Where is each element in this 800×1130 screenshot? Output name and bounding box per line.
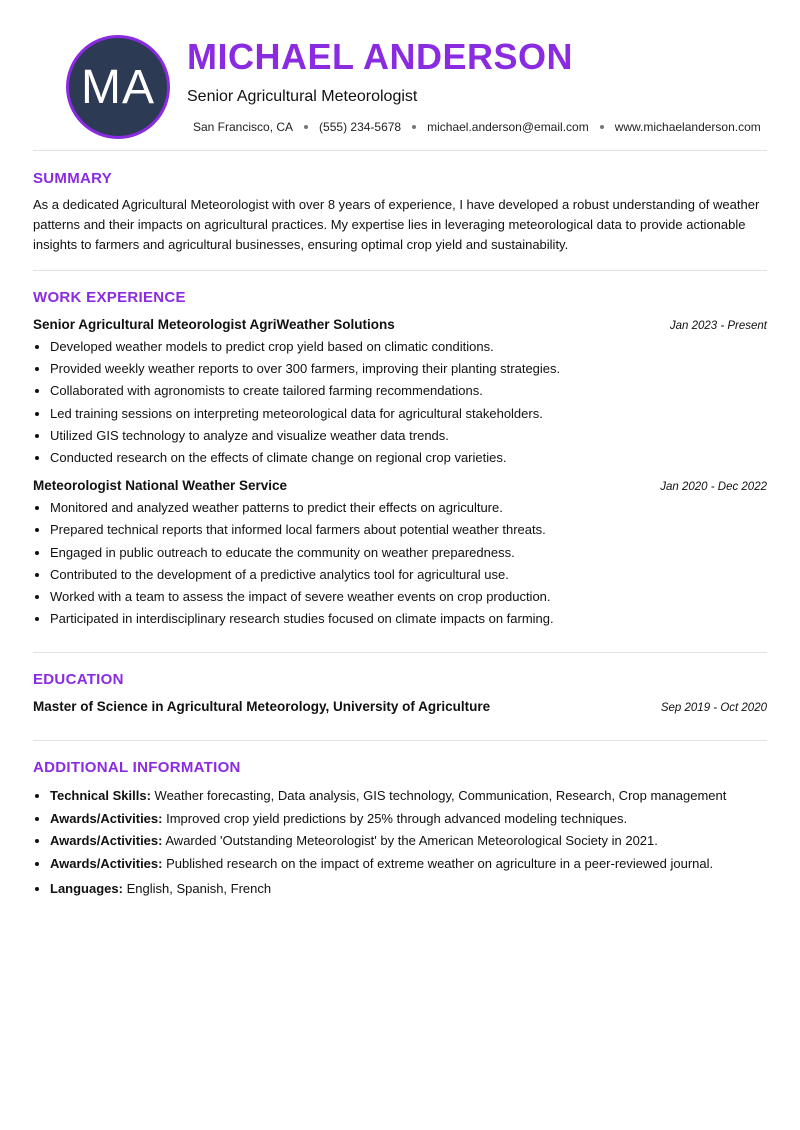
- candidate-name: MICHAEL ANDERSON: [187, 36, 574, 77]
- job-dates: Jan 2023 - Present: [669, 320, 767, 332]
- job-role: Senior Agricultural Meteorologist AgriWeather Solutions: [33, 317, 395, 332]
- info-value: Published research on the impact of extreme weather on agriculture in a peer-reviewed journal.: [166, 855, 714, 871]
- section-title-additional: ADDITIONAL INFORMATION: [33, 759, 241, 777]
- info-label: Technical Skills:: [50, 788, 151, 804]
- education-entry: [33, 699, 767, 714]
- list-item: • Prepared technical reports that informed local farmers about potential weather threats.: [50, 519, 767, 541]
- list-item: [50, 808, 767, 831]
- job-role: Meteorologist National Weather Service: [33, 478, 288, 494]
- section-title-experience: WORK EXPERIENCE: [33, 289, 186, 306]
- list-item: • Provided weekly weather reports to over 300 farmers, improving their planting strategies.: [50, 358, 767, 380]
- separator-dot: [600, 125, 604, 129]
- list-item: • Developed weather models to predict crop yield based on climatic conditions.: [50, 336, 767, 358]
- list-item: [50, 878, 767, 901]
- info-value: Improved crop yield predictions by 25% through advanced modeling techniques.: [166, 810, 628, 826]
- list-item: • Collaborated with agronomists to create tailored farming recommendations.: [50, 380, 767, 402]
- list-item: • Monitored and analyzed weather patterns to predict their effects on agriculture.: [50, 497, 767, 519]
- separator-dot: [304, 125, 308, 129]
- additional-list: [33, 785, 767, 901]
- additional-section: [33, 741, 767, 901]
- contact-website[interactable]: www.michaelanderson.com: [614, 120, 761, 134]
- job-entry: [33, 317, 767, 469]
- summary-text: As a dedicated Agricultural Meteorologist with over 8 years of experience, I have developed a robust understanding of weather patterns and their impacts on agricultural practices. My expertise lies in leveraging meteorological data to provide actionable insights to farmers and agricultural businesses, ensuring optimal crop yield and sustainability.: [33, 197, 760, 252]
- info-value: English, Spanish, French: [126, 881, 272, 897]
- info-value: Awarded 'Outstanding Meteorologist' by the American Meteorological Society in 2021.: [165, 833, 658, 849]
- info-label: Awards/Activities:: [50, 810, 163, 826]
- list-item: [50, 853, 767, 876]
- list-item: • Conducted research on the effects of climate change on regional crop varieties.: [50, 447, 767, 469]
- avatar-initials: MA: [81, 60, 155, 114]
- list-item: • Contributed to the development of a predictive analytics tool for agricultural use.: [50, 564, 767, 586]
- info-value: Weather forecasting, Data analysis, GIS technology, Communication, Research, Crop management: [154, 788, 727, 804]
- avatar: [66, 35, 170, 139]
- resume-header: [33, 0, 767, 150]
- section-title-summary: SUMMARY: [33, 170, 113, 187]
- job-entry: [33, 478, 767, 630]
- education-degree: Master of Science in Agricultural Meteorology, University of Agriculture: [33, 699, 491, 715]
- info-label: Languages:: [50, 881, 123, 897]
- info-label: Awards/Activities:: [50, 855, 163, 871]
- education-dates: Sep 2019 - Oct 2020: [660, 702, 767, 715]
- list-item: [50, 785, 767, 808]
- candidate-title: Senior Agricultural Meteorologist: [187, 88, 418, 105]
- list-item: • Participated in interdisciplinary research studies focused on climate impacts on farming.: [50, 608, 767, 630]
- list-item: [50, 830, 767, 853]
- job-bullets: [33, 497, 767, 630]
- list-item: • Led training sessions on interpreting meteorological data for agricultural stakeholders.: [50, 403, 767, 425]
- section-title-education: EDUCATION: [33, 671, 124, 689]
- list-item: • Engaged in public outreach to educate the community on weather preparedness.: [50, 542, 767, 564]
- job-dates: Jan 2020 - Dec 2022: [660, 481, 767, 494]
- contact-phone[interactable]: (555) 234-5678: [319, 120, 402, 134]
- list-item: • Utilized GIS technology to analyze and visualize weather data trends.: [50, 425, 767, 447]
- separator-dot: [412, 125, 416, 129]
- contact-row: [193, 120, 761, 134]
- list-item: • Worked with a team to assess the impact of severe weather events on crop production.: [50, 586, 767, 608]
- contact-location: San Francisco, CA: [193, 120, 294, 134]
- experience-section: [33, 271, 767, 630]
- contact-email[interactable]: michael.anderson@email.com: [427, 120, 589, 134]
- job-bullets: [33, 336, 767, 469]
- info-label: Awards/Activities:: [50, 833, 163, 849]
- education-section: [33, 653, 767, 714]
- summary-section: [33, 151, 767, 255]
